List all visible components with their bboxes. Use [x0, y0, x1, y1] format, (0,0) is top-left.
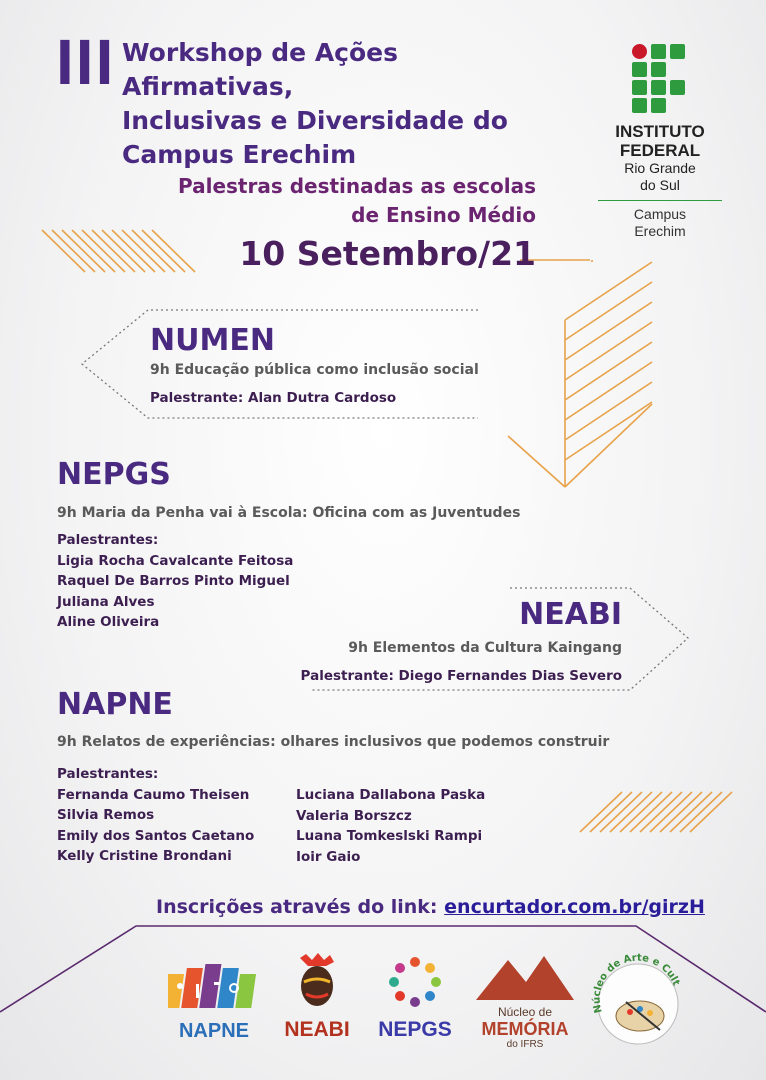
- orange-stripes-right: [580, 792, 732, 832]
- neabi-face-icon: [276, 952, 358, 1012]
- if-logo-divider: [598, 200, 722, 201]
- if-region-line-2: do Sul: [640, 177, 680, 193]
- instituto-federal-logo: [598, 44, 722, 240]
- title-line-1: Workshop de Ações Afirmativas,: [122, 38, 399, 101]
- nepgs-speaker-4: Aline Oliveira: [57, 614, 160, 630]
- arte-cultura-palette-icon: [590, 952, 686, 1048]
- subtitle-line-2: de Ensino Médio: [351, 203, 536, 227]
- orange-chevron-right: [508, 260, 652, 487]
- nucleo-memoria-logo: [470, 950, 580, 1050]
- napne-speaker-6: Valeria Borszcz: [296, 807, 412, 824]
- arte-cultura-label: Núcleo de Arte e Cult: [591, 952, 682, 1014]
- nepgs-logo: [370, 952, 460, 1040]
- napne-speaker-3: Emily dos Santos Caetano: [57, 827, 255, 844]
- napne-speakers-col2: [296, 785, 485, 867]
- nepgs-logo-label: NEPGS: [378, 1018, 452, 1041]
- nepgs-speakers-label: Palestrantes:: [57, 532, 159, 548]
- nepgs-speakers: [57, 530, 293, 633]
- nepgs-speaker-3: Juliana Alves: [57, 593, 155, 610]
- if-campus-line-2: Erechim: [634, 223, 686, 239]
- workshop-title: [122, 36, 572, 172]
- if-name-line-2: FEDERAL: [619, 141, 701, 160]
- memoria-mountains-icon: [470, 950, 580, 1002]
- registration-link[interactable]: encurtador.com.br/girzH: [444, 896, 705, 918]
- nepgs-title: NEPGS: [57, 457, 171, 492]
- title-line-3: Campus Erechim: [122, 140, 357, 169]
- napne-speaker-8: Ioir Gaio: [296, 848, 361, 865]
- memoria-line-2: MEMÓRIA: [481, 1019, 569, 1039]
- title-line-2: Inclusivas e Diversidade do: [122, 106, 508, 135]
- subtitle-line-1: Palestras destinadas as escolas: [177, 174, 536, 198]
- subtitle: [136, 172, 536, 230]
- neabi-talk: 9h Elementos da Cultura Kaingang: [348, 640, 622, 656]
- orange-stripes-left: [42, 230, 195, 272]
- napne-logo: [168, 960, 260, 1040]
- neabi-speaker: Palestrante: Diego Fernandes Dias Severo: [300, 668, 622, 684]
- if-campus: [598, 206, 722, 240]
- napne-speaker-5: Luciana Dallabona Paska: [296, 787, 486, 803]
- neabi-logo: [276, 952, 358, 1040]
- napne-accessibility-icon: [168, 960, 260, 1012]
- nepgs-speaker-1: Ligia Rocha Cavalcante Feitosa: [57, 552, 294, 569]
- numen-speaker: Palestrante: Alan Dutra Cardoso: [150, 390, 397, 406]
- napne-title: NAPNE: [57, 687, 173, 722]
- nucleo-arte-cultura-logo: [590, 952, 686, 1048]
- if-logo-grid-icon: [632, 44, 688, 114]
- neabi-title: NEABI: [519, 597, 622, 632]
- napne-talk: 9h Relatos de experiências: olhares inclusivos que podemos construir: [57, 734, 610, 750]
- registration-label: Inscrições através do link:: [156, 896, 438, 918]
- napne-speakers-col1: [57, 764, 254, 867]
- napne-speaker-1: Fernanda Caumo Theisen: [57, 786, 250, 803]
- if-campus-line-1: Campus: [633, 206, 687, 222]
- if-region-line-1: Rio Grande: [624, 160, 696, 176]
- napne-logo-label: NAPNE: [178, 1020, 249, 1042]
- napne-speaker-2: Silvia Remos: [57, 807, 155, 823]
- neabi-logo-label: NEABI: [284, 1018, 350, 1041]
- if-name-line-1: INSTITUTO: [615, 122, 705, 141]
- memoria-line-3: do IFRS: [506, 1039, 544, 1050]
- registration-line: [156, 896, 705, 918]
- napne-speakers-label: Palestrantes:: [57, 766, 159, 782]
- edition-number: III: [56, 26, 116, 98]
- if-region: [598, 160, 722, 194]
- napne-speaker-7: Luana Tomkeslski Rampi: [296, 828, 483, 844]
- event-date: 10 Setembro/21: [239, 234, 536, 273]
- memoria-line-1: Núcleo de: [497, 1005, 553, 1019]
- numen-talk: 9h Educação pública como inclusão social: [150, 362, 479, 378]
- napne-speaker-4: Kelly Cristine Brondani: [57, 848, 232, 864]
- nepgs-speaker-2: Raquel De Barros Pinto Miguel: [57, 573, 290, 589]
- numen-title: NUMEN: [150, 323, 275, 358]
- nepgs-talk: 9h Maria da Penha vai à Escola: Oficina com as Juventudes: [57, 505, 521, 521]
- nepgs-people-circle-icon: [370, 952, 460, 1012]
